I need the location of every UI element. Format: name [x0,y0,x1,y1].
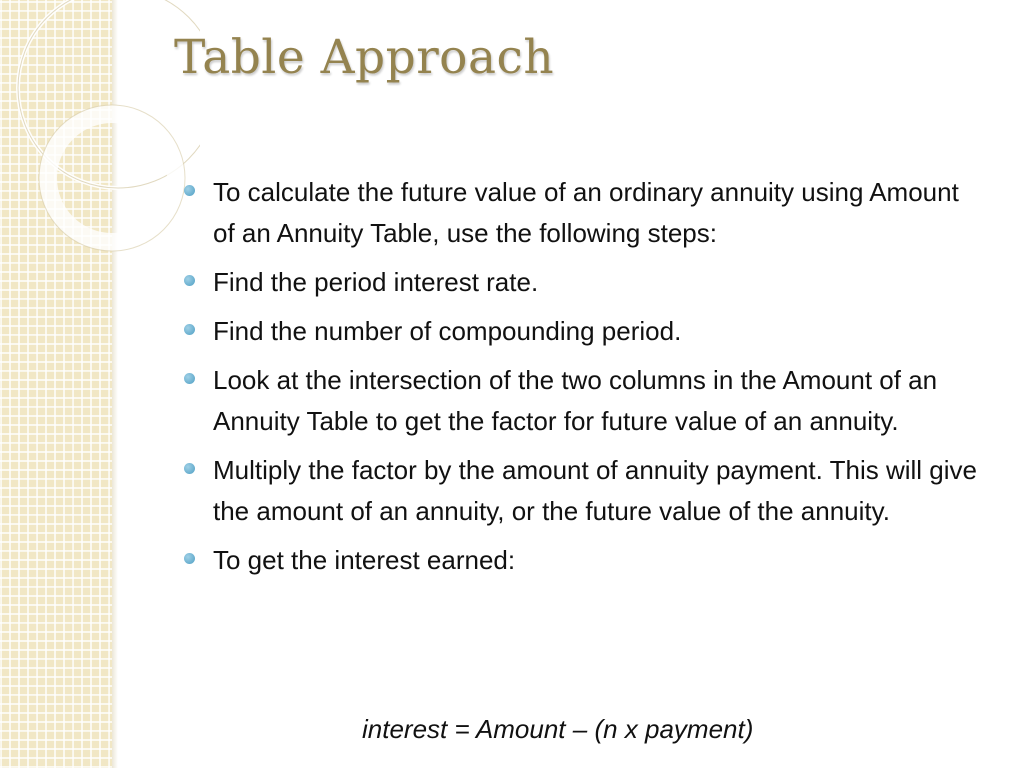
bullet-dot-icon [184,275,195,286]
bullet-text: Multiply the factor by the amount of annuity payment. This will give the amount of an annuity, or the future value of the annuity. [213,455,978,526]
slide-title: Table Approach [174,30,555,85]
bullet-dot-icon [184,185,195,196]
bullet-dot-icon [184,373,195,384]
bullet-item [184,311,984,352]
bullet-list [184,172,984,581]
bullet-text: Find the number of compounding period. [213,316,682,346]
bullet-dot-icon [184,463,195,474]
bullet-item [184,450,984,532]
bullet-item [184,360,984,442]
bullet-item [184,262,984,303]
bullet-content [184,172,984,589]
decorative-rings [0,0,200,300]
bullet-item [184,540,984,581]
bullet-text: Look at the intersection of the two columns in the Amount of an Annuity Table to get the factor for future value of an annuity. [213,365,938,436]
bullet-text: To calculate the future value of an ordinary annuity using Amount of an Annuity Table, use the following steps: [213,177,959,248]
interest-formula: interest = Amount – (n x payment) [362,714,754,744]
bullet-item [184,172,984,254]
bullet-dot-icon [184,324,195,335]
bullet-dot-icon [184,553,195,564]
bullet-text: To get the interest earned: [213,545,516,575]
bullet-text: Find the period interest rate. [213,267,539,297]
